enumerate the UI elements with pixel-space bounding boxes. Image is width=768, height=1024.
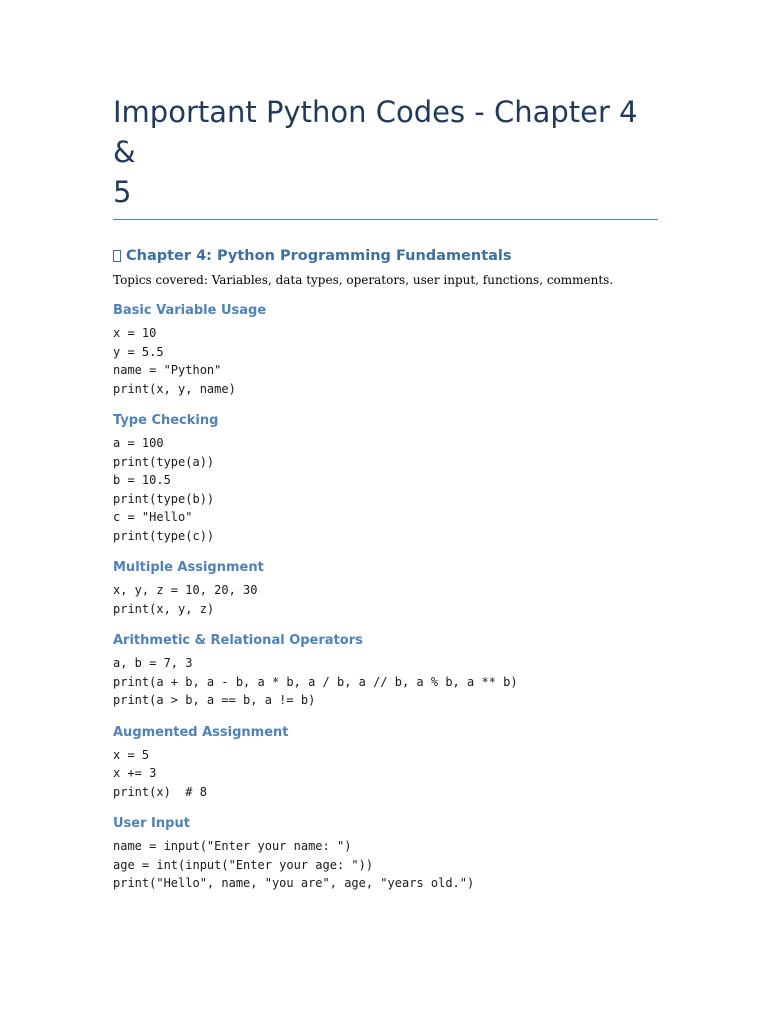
code-section xyxy=(113,302,658,398)
code-line: y = 5.5 xyxy=(113,344,164,359)
chapter-heading-text: Chapter 4: Python Programming Fundamentals xyxy=(126,248,512,264)
document-title-line-1: Important Python Codes - Chapter 4 & xyxy=(113,95,638,169)
code-line: c = "Hello" xyxy=(113,510,193,524)
code-line: print(type(b)) xyxy=(113,491,215,506)
section-heading: Augmented Assignment xyxy=(113,724,289,740)
section-heading: Type Checking xyxy=(113,413,219,428)
document-title xyxy=(113,92,658,212)
section-heading: Multiple Assignment xyxy=(113,560,264,575)
code-line: print(x, y, name) xyxy=(113,381,236,396)
code-line: print(a > b, a == b, a != b) xyxy=(113,693,316,707)
code-line: b = 10.5 xyxy=(113,473,171,487)
code-block xyxy=(113,581,658,618)
code-line: x = 10 xyxy=(113,326,157,340)
code-line: print(type(c)) xyxy=(113,528,215,543)
code-section xyxy=(113,632,658,710)
section-heading: User Input xyxy=(113,816,190,831)
code-section xyxy=(113,815,658,893)
code-line: print(type(a)) xyxy=(113,454,215,469)
document-title-line-2: 5 xyxy=(113,175,132,209)
code-line: print(x, y, z) xyxy=(113,601,215,616)
code-block xyxy=(113,654,658,710)
code-line: a, b = 7, 3 xyxy=(113,656,193,670)
code-line: x += 3 xyxy=(113,766,157,780)
code-section xyxy=(113,559,658,618)
missing-glyph-icon xyxy=(113,250,121,262)
code-line: print("Hello", name, "you are", age, "years old.") xyxy=(113,876,475,890)
document-page xyxy=(113,92,658,893)
code-line: a = 100 xyxy=(113,436,164,450)
code-block xyxy=(113,434,658,545)
title-underline xyxy=(113,219,658,220)
chapter-heading xyxy=(113,246,658,266)
code-section xyxy=(113,724,658,802)
code-line: x = 5 xyxy=(113,747,150,762)
code-block xyxy=(113,324,658,398)
topics-covered: Topics covered: Variables, data types, operators, user input, functions, comments. xyxy=(113,273,614,287)
code-line: print(x) # 8 xyxy=(113,784,207,799)
code-sections xyxy=(113,302,658,893)
code-line: age = int(input("Enter your age: ")) xyxy=(113,857,374,872)
code-section xyxy=(113,412,658,545)
code-block xyxy=(113,746,658,802)
code-block xyxy=(113,837,658,893)
code-line: x, y, z = 10, 20, 30 xyxy=(113,583,258,597)
code-line: name = "Python" xyxy=(113,363,222,377)
code-line: print(a + b, a - b, a * b, a / b, a // b, a % b, a ** b) xyxy=(113,674,518,689)
section-heading: Basic Variable Usage xyxy=(113,303,267,318)
section-heading: Arithmetic & Relational Operators xyxy=(113,633,363,648)
code-line: name = input("Enter your name: ") xyxy=(113,839,352,853)
